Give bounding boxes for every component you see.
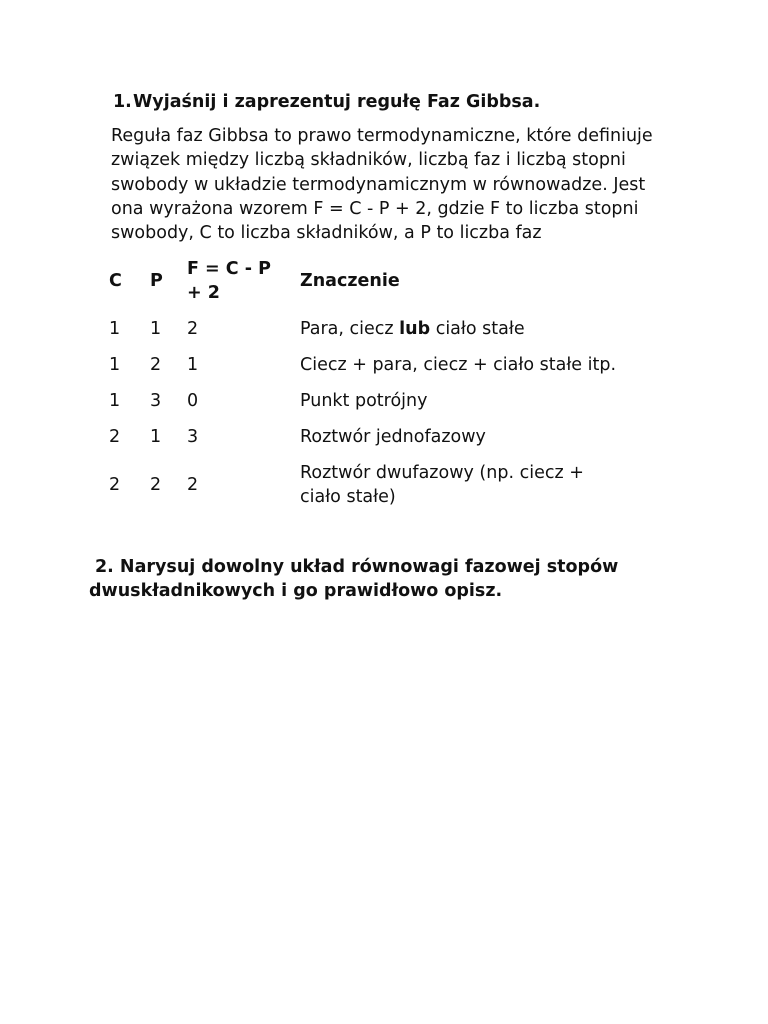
cell-meaning [300,311,630,347]
cell-f: 0 [187,391,199,411]
answer-line: ona wyrażona wzorem F = C - P + 2, gdzie F to liczba stopni [111,198,639,219]
table-row [109,455,630,515]
question-1-title: Wyjaśnij i zaprezentuj regułę Faz Gibbsa. [133,92,541,112]
header-f-line: + 2 [187,283,220,303]
question-1-answer [111,124,653,245]
cell-meaning: Roztwór jednofazowy [300,427,486,447]
answer-line: swobody w układzie termodynamicznym w równowadze. Jest [111,174,646,195]
question-2-title-line: dwuskładnikowych i go prawidłowo opisz. [89,581,503,601]
meaning-text: ciało stałe [430,319,525,339]
cell-f: 1 [187,355,199,375]
table-header-row [109,251,630,311]
meaning-text: Para, ciecz [300,319,400,339]
gibbs-phase-rule-table [109,251,630,515]
question-2-title [89,555,618,603]
table-row [109,311,630,347]
question-2-title-line: 2. Narysuj dowolny układ równowagi fazowej stopów [95,557,619,577]
cell-c: 1 [109,319,121,339]
header-meaning: Znaczenie [300,271,400,291]
question-1-number: 1. [113,92,132,112]
answer-line: związek między liczbą składników, liczbą faz i liczbą stopni [111,150,626,171]
cell-f: 3 [187,427,199,447]
cell-p: 1 [150,319,162,339]
cell-c: 1 [109,355,121,375]
header-p: P [150,271,163,291]
cell-c: 2 [109,427,121,447]
cell-c: 1 [109,391,121,411]
cell-f: 2 [187,319,199,339]
meaning-line: ciało stałe) [300,487,396,507]
header-f [187,251,300,311]
cell-p: 2 [150,355,162,375]
table-row [109,419,630,455]
answer-line: swobody, C to liczba składników, a P to liczba faz [111,223,542,244]
cell-meaning: Punkt potrójny [300,391,428,411]
cell-meaning: Ciecz + para, ciecz + ciało stałe itp. [300,355,617,375]
cell-p: 1 [150,427,162,447]
cell-meaning [300,455,630,515]
cell-p: 3 [150,391,162,411]
cell-c: 2 [109,475,121,495]
header-c: C [109,271,122,291]
header-f-line: F = C - P [187,259,271,279]
cell-p: 2 [150,475,162,495]
answer-line: Reguła faz Gibbsa to prawo termodynamiczne, które definiuje [111,126,653,146]
meaning-line: Roztwór dwufazowy (np. ciecz + [300,463,584,483]
meaning-emphasis: lub [399,319,431,339]
table-row [109,383,630,419]
cell-f: 2 [187,475,199,495]
table-row [109,347,630,383]
